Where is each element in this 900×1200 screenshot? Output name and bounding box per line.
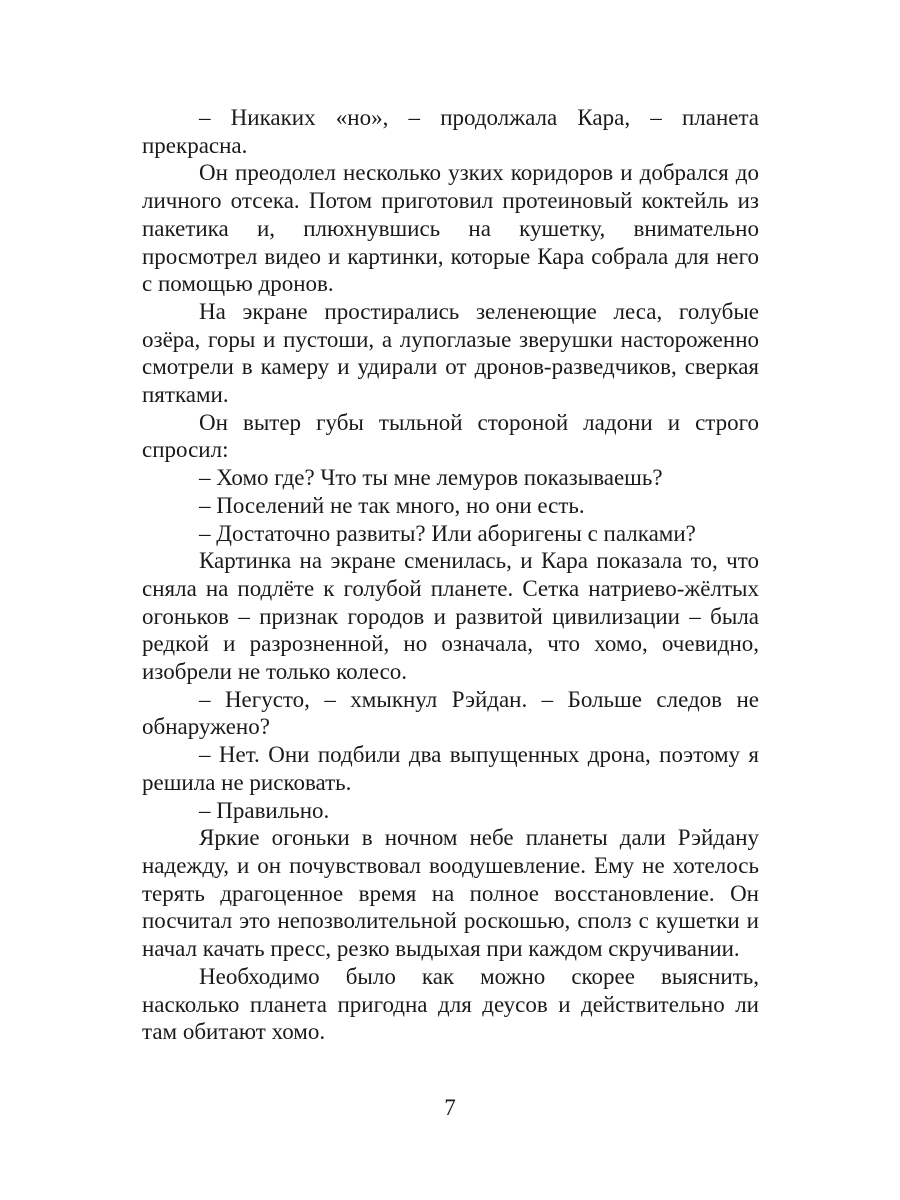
paragraph: – Достаточно развиты? Или аборигены с палками?	[199, 520, 696, 546]
paragraph: – Хомо где? Что ты мне лемуров показываешь?	[199, 465, 663, 491]
paragraph: – Нет. Они подбили два выпущенных дрона, поэтому я решила не рисковать.	[142, 742, 759, 795]
paragraph: – Поселений не так много, но они есть.	[199, 492, 585, 518]
paragraph: Необходимо было как можно скорее выяснить, насколько планета пригодна для деусов и действительно ли там обитают хомо.	[142, 963, 759, 1045]
paragraph: Он вытер губы тыльной стороной ладони и строго спросил:	[142, 409, 759, 463]
paragraph: Картинка на экране сменилась, и Кара показала то, что сняла на подлёте к голубой планете. Сетка натриево-жёлтых огоньков – признак городов и развитой цивилизации – была редкой и разрозненной, но означала, что хомо, очевидно, изобрели не только колесо.	[142, 548, 759, 685]
paragraph: – Никаких «но», – продолжала Кара, – планета прекрасна.	[142, 105, 759, 158]
paragraph: – Правильно.	[199, 797, 330, 823]
page-number: 7	[444, 1095, 456, 1120]
paragraph: Он преодолел несколько узких коридоров и добрался до личного отсека. Потом приготовил протеиновый коктейль из пакетика и, плюхнувшись на кушетку, внимательно просмотрел видео и картинки, которые Кара собрала для него с помощью дронов.	[142, 160, 759, 297]
paragraph: – Негусто, – хмыкнул Рэйдан. – Больше следов не обнаружено?	[142, 686, 759, 740]
body-text	[142, 104, 759, 1046]
paragraph: На экране простирались зеленеющие леса, голубые озёра, горы и пустоши, а лупоглазые зверушки настороженно смотрели в камеру и удирали от дронов-разведчиков, сверкая пятками.	[142, 298, 759, 408]
paragraph: Яркие огоньки в ночном небе планеты дали Рэйдану надежду, и он почувствовал воодушевление. Ему не хотелось терять драгоценное время на полное восстановление. Он посчитал это непозволительной роскошью, сполз с кушетки и начал качать пресс, резко выдыхая при каждом скручивании.	[142, 825, 759, 962]
